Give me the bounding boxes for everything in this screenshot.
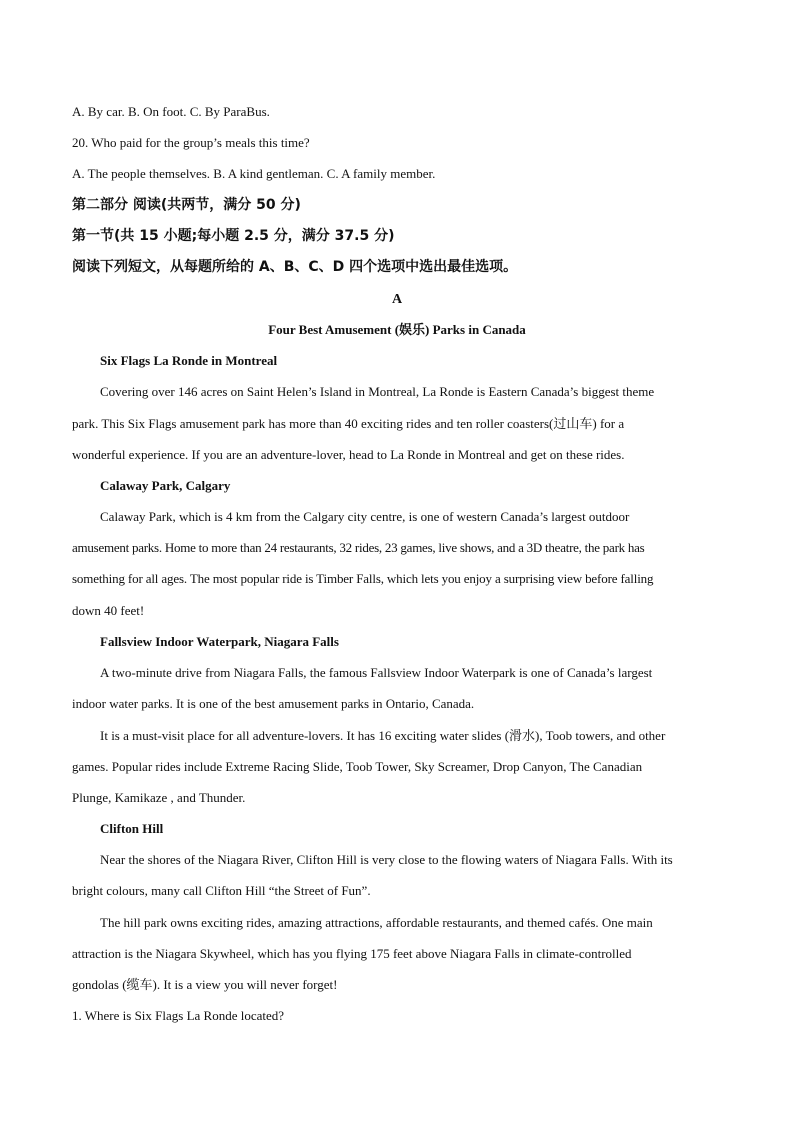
paragraph-line: amusement parks. Home to more than 24 restaurants, 32 rides, 23 games, live shows, and a 3D theatre, the park has	[72, 540, 645, 555]
q20-options: A. The people themselves. B. A kind gentleman. C. A family member.	[72, 166, 436, 181]
paragraph-line: Covering over 146 acres on Saint Helen’s Island in Montreal, La Ronde is Eastern Canada’s biggest theme	[100, 384, 655, 399]
question-1-stem: 1. Where is Six Flags La Ronde located?	[72, 1008, 285, 1023]
paragraph-line: gondolas (缆车). It is a view you will never forget!	[72, 977, 338, 992]
paragraph-line: Calaway Park, which is 4 km from the Calgary city centre, is one of western Canada’s largest outdoor	[100, 509, 630, 524]
park-heading-fallsview: Fallsview Indoor Waterpark, Niagara Falls	[100, 634, 339, 649]
document-page	[72, 0, 722, 1123]
paragraph-line: wonderful experience. If you are an adventure-lover, head to La Ronde in Montreal and get on these rides.	[72, 447, 625, 462]
q20-stem: 20. Who paid for the group’s meals this time?	[72, 135, 310, 150]
passage-label: A	[391, 292, 403, 307]
section1-header: 第一节(共 15 小题;每小题 2.5 分，满分 37.5 分)	[72, 228, 395, 244]
paragraph-line: A two-minute drive from Niagara Falls, the famous Fallsview Indoor Waterpark is one of Canada’s largest	[100, 665, 653, 680]
passage-title: Four Best Amusement (娱乐) Parks in Canada	[268, 322, 526, 337]
paragraph-line: attraction is the Niagara Skywheel, which has you flying 175 feet above Niagara Falls in climate-controlled	[72, 946, 632, 961]
paragraph-line: The hill park owns exciting rides, amazing attractions, affordable restaurants, and themed cafés. One main	[100, 915, 653, 930]
paragraph-line: down 40 feet!	[72, 603, 145, 618]
reading-instruction: 阅读下列短文，从每题所给的 A、B、C、D 四个选项中选出最佳选项。	[72, 259, 518, 275]
paragraph-line: Plunge, Kamikaze , and Thunder.	[72, 790, 246, 805]
paragraph-line: indoor water parks. It is one of the best amusement parks in Ontario, Canada.	[72, 696, 475, 711]
paragraph-line: something for all ages. The most popular ride is Timber Falls, which lets you enjoy a surprising view before falling	[72, 571, 654, 586]
park-heading-calaway: Calaway Park, Calgary	[100, 478, 231, 493]
q19-options: A. By car. B. On foot. C. By ParaBus.	[72, 104, 270, 119]
paragraph-line: park. This Six Flags amusement park has more than 40 exciting rides and ten roller coasters(过山车) for a	[72, 416, 625, 431]
paragraph-line: Near the shores of the Niagara River, Clifton Hill is very close to the flowing waters of Niagara Falls. With its	[100, 852, 673, 867]
park-heading-la-ronde: Six Flags La Ronde in Montreal	[100, 353, 278, 368]
paragraph-line: bright colours, many call Clifton Hill “the Street of Fun”.	[72, 883, 371, 898]
part2-header: 第二部分 阅读(共两节，满分 50 分)	[72, 197, 301, 213]
park-heading-clifton-hill: Clifton Hill	[100, 821, 164, 836]
paragraph-line: games. Popular rides include Extreme Racing Slide, Toob Tower, Sky Screamer, Drop Canyon, The Canadian	[72, 759, 643, 774]
paragraph-line: It is a must-visit place for all adventure-lovers. It has 16 exciting water slides (滑水), Toob towers, and other	[100, 728, 666, 743]
